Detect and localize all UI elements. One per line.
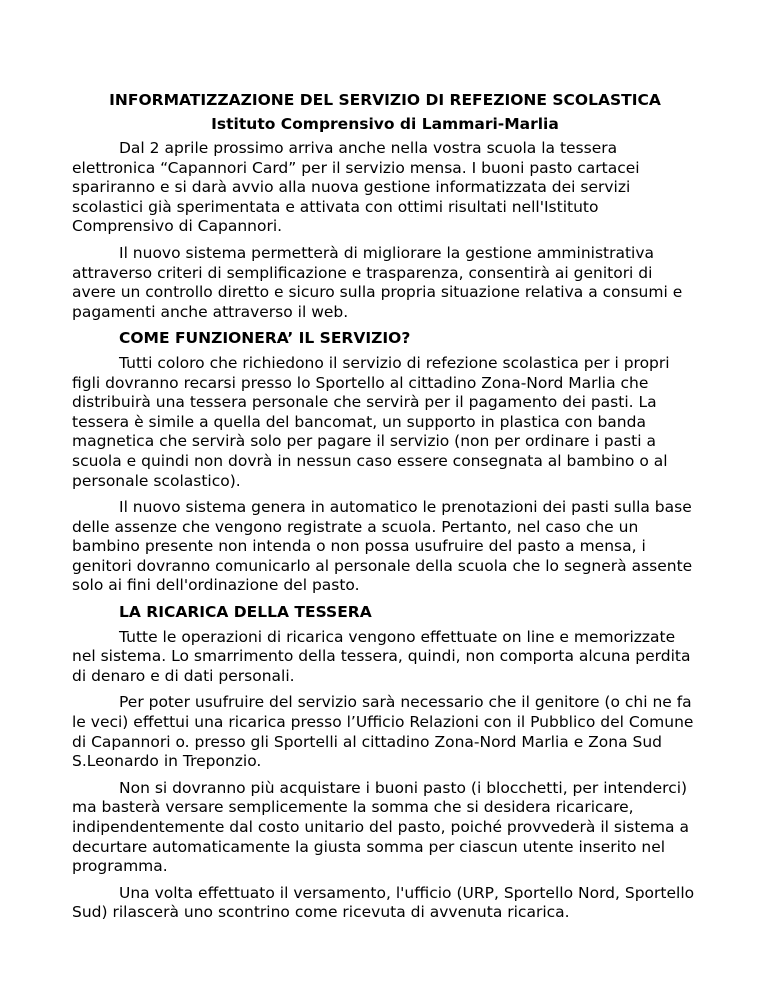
document-page <box>72 90 698 930</box>
body-paragraph: Per poter usufruire del servizio sarà necessario che il genitore (o chi ne fa le veci) effettui una ricarica presso l’Ufficio Relazioni con il Pubblico del Comune di Capannori o. presso gli Sportelli al cittadino Zona-Nord Marlia e Zona Sud S.Leonardo in Treponzio. <box>72 693 694 771</box>
body-paragraph: Il nuovo sistema genera in automatico le prenotazioni dei pasti sulla base delle assenze che vengono registrate a scuola. Pertanto, nel caso che un bambino presente non intenda o non possa usufruire del pasto a mensa, i genitori dovranno comunicarlo al personale della scuola che lo segnerà assente solo ai fini dell'ordinazione del pasto. <box>72 498 693 595</box>
body-paragraph: Non si dovranno più acquistare i buoni pasto (i blocchetti, per intenderci) ma basterà versare semplicemente la somma che si desidera ricaricare, indipendentemente dal costo unitario del pasto, poiché provvederà il sistema a decurtare automaticamente la giusta somma per ciascun utente inserito nel programma. <box>72 778 689 876</box>
section-heading-service: COME FUNZIONERA’ IL SERVIZIO? <box>119 329 411 348</box>
intro-paragraph: Dal 2 aprile prossimo arriva anche nella vostra scuola la tessera elettronica “Capannori Card” per il servizio mensa. I buoni pasto cartacei spariranno e si darà avvio alla nuova gestione informatizzata dei servizi scolastici già sperimentata e attivata con ottimi risultati nell'Istituto Comprensivo di Capannori. <box>72 139 640 236</box>
document-title: INFORMATIZZAZIONE DEL SERVIZIO DI REFEZIONE SCOLASTICA <box>109 91 661 109</box>
section-heading-recharge: LA RICARICA DELLA TESSERA <box>119 603 372 622</box>
document-subtitle: Istituto Comprensivo di Lammari-Marlia <box>211 115 559 133</box>
intro-paragraph: Il nuovo sistema permetterà di migliorare la gestione amministrativa attraverso criteri di semplificazione e trasparenza, consentirà ai genitori di avere un controllo diretto e sicuro sulla propria situazione relativa a consumi e pagamenti anche attraverso il web. <box>72 243 683 321</box>
body-paragraph: Tutte le operazioni di ricarica vengono effettuate on line e memorizzate nel sistema. Lo smarrimento della tessera, quindi, non comporta alcuna perdita di denaro e di dati personali. <box>72 627 691 685</box>
body-paragraph: Una volta effettuato il versamento, l'ufficio (URP, Sportello Nord, Sportello Sud) rilascerà uno scontrino come ricevuta di avvenuta ricarica. <box>72 883 695 922</box>
body-paragraph: Tutti coloro che richiedono il servizio di refezione scolastica per i propri figli dovranno recarsi presso lo Sportello al cittadino Zona-Nord Marlia che distribuirà una tessera personale che servirà per il pagamento dei pasti. La tessera è simile a quella del bancomat, un supporto in plastica con banda magnetica che servirà solo per pagare il servizio (non per ordinare i pasti a scuola e quindi non dovrà in nessun caso essere consegnata al bambino o al personale scolastico). <box>72 353 670 490</box>
